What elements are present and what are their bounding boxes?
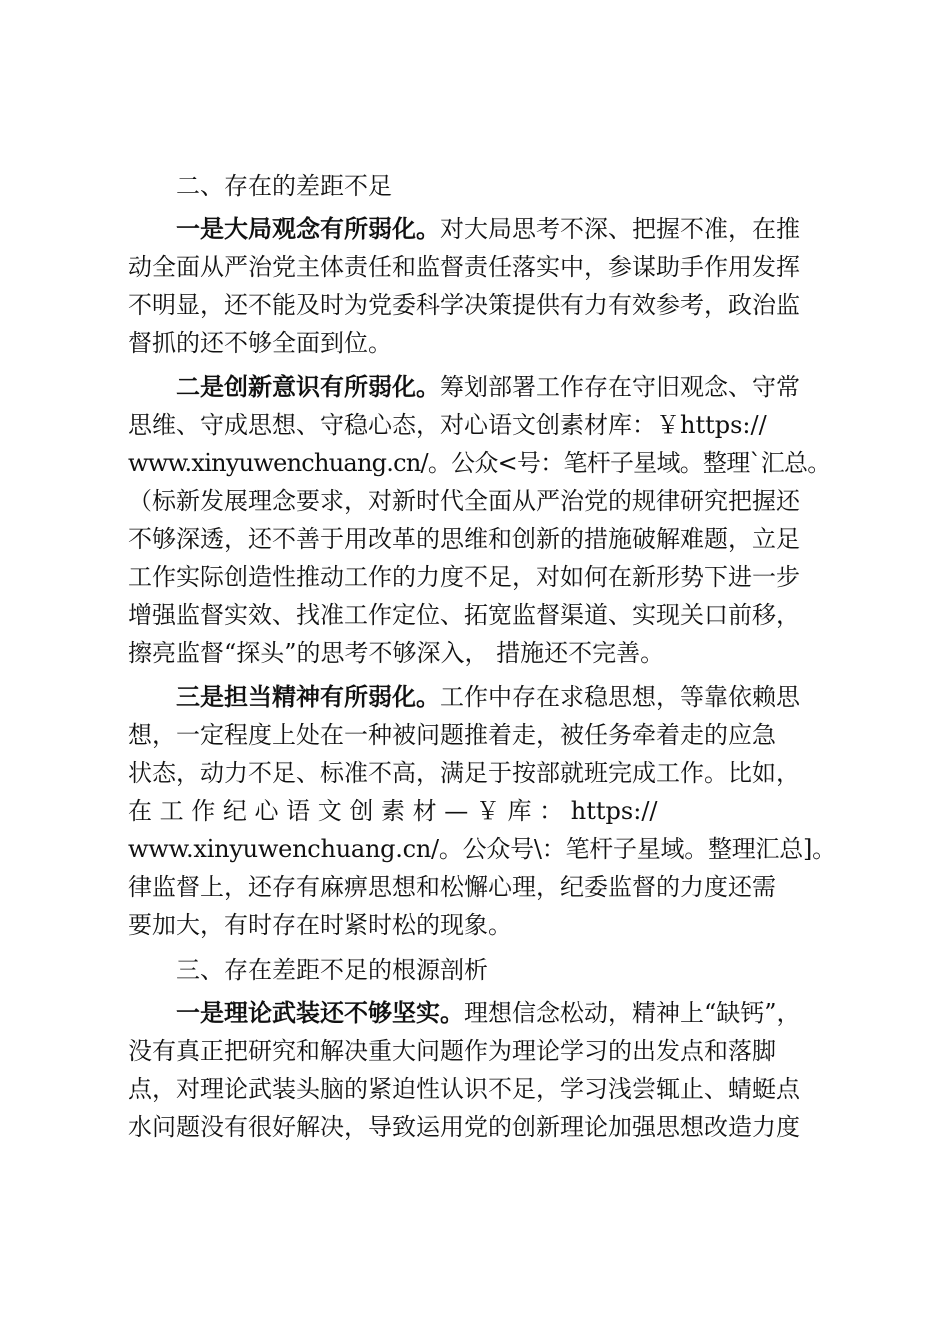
paragraph-line: 擦亮监督“探头”的思考不够深入， 措施还不完善。 [128, 639, 665, 667]
paragraph-responsibility [128, 678, 840, 944]
section-heading-gaps: 二、存在的差距不足 [176, 172, 392, 200]
paragraph-theory [128, 994, 840, 1146]
paragraph-line: 增强监督实效、找准工作定位、拓宽监督渠道、实现关口前移， [128, 601, 800, 629]
paragraph-lead: 一是大局观念有所弱化。 [176, 215, 440, 243]
document-page [128, 166, 840, 1152]
paragraph-first-line [128, 994, 840, 1032]
paragraph-line: 工作实际创造性推动工作的力度不足，对如何在新形势下进一步 [128, 563, 800, 591]
paragraph-innovation [128, 368, 840, 672]
paragraph-overall-view [128, 210, 840, 362]
paragraph-line: 不明显，还不能及时为党委科学决策提供有力有效参考，政治监 [128, 291, 800, 319]
paragraph-line: 不够深透，还不善于用改革的思维和创新的措施破解难题，立足 [128, 525, 800, 553]
paragraph-lead: 三是担当精神有所弱化。 [176, 683, 440, 711]
paragraph-line: 没有真正把研究和解决重大问题作为理论学习的出发点和落脚 [128, 1037, 776, 1065]
paragraph-line: www.xinyuwenchuang.cn/。公众号\：笔杆子星域。整理汇总]。 [128, 835, 836, 863]
paragraph-text: 工作中存在求稳思想，等靠依赖思 [440, 683, 800, 711]
paragraph-line: 在 工 作 纪 心 语 文 创 素 材 — ￥ 库 ： https:// [128, 797, 658, 825]
paragraph-line: 状态，动力不足、标准不高，满足于按部就班完成工作。比如， [128, 759, 800, 787]
paragraph-lead: 一是理论武装还不够坚实。 [176, 999, 464, 1027]
paragraph-line: 想，一定程度上处在一种被问题推着走，被任务牵着走的应急 [128, 721, 776, 749]
paragraph-line: 点，对理论武装头脑的紧迫性认识不足，学习浅尝辄止、蜻蜓点 [128, 1075, 800, 1103]
paragraph-line: 要加大，有时存在时紧时松的现象。 [128, 911, 512, 939]
paragraph-line: www.xinyuwenchuang.cn/。公众<号：笔杆子星域。整理`汇总。 [128, 449, 831, 477]
paragraph-line: 动全面从严治党主体责任和监督责任落实中，参谋助手作用发挥 [128, 253, 800, 281]
paragraph-first-line [128, 678, 840, 716]
paragraph-text: 筹划部署工作存在守旧观念、守常 [440, 373, 800, 401]
paragraph-line: 思维、守成思想、守稳心态，对心语文创素材库：￥https:// [128, 411, 767, 439]
paragraph-first-line [128, 210, 840, 248]
paragraph-line: 律监督上，还存有麻痹思想和松懈心理，纪委监督的力度还需 [128, 873, 776, 901]
section-heading-root-causes: 三、存在差距不足的根源剖析 [176, 956, 488, 984]
paragraph-first-line [128, 368, 840, 406]
paragraph-lead: 二是创新意识有所弱化。 [176, 373, 440, 401]
paragraph-text: 理想信念松动，精神上“缺钙”， [464, 999, 801, 1027]
paragraph-text: 对大局思考不深、把握不准，在推 [440, 215, 800, 243]
paragraph-line: （标新发展理念要求，对新时代全面从严治党的规律研究把握还 [128, 487, 800, 515]
paragraph-line: 督抓的还不够全面到位。 [128, 329, 392, 357]
paragraph-line: 水问题没有很好解决，导致运用党的创新理论加强思想改造力度 [128, 1113, 800, 1141]
